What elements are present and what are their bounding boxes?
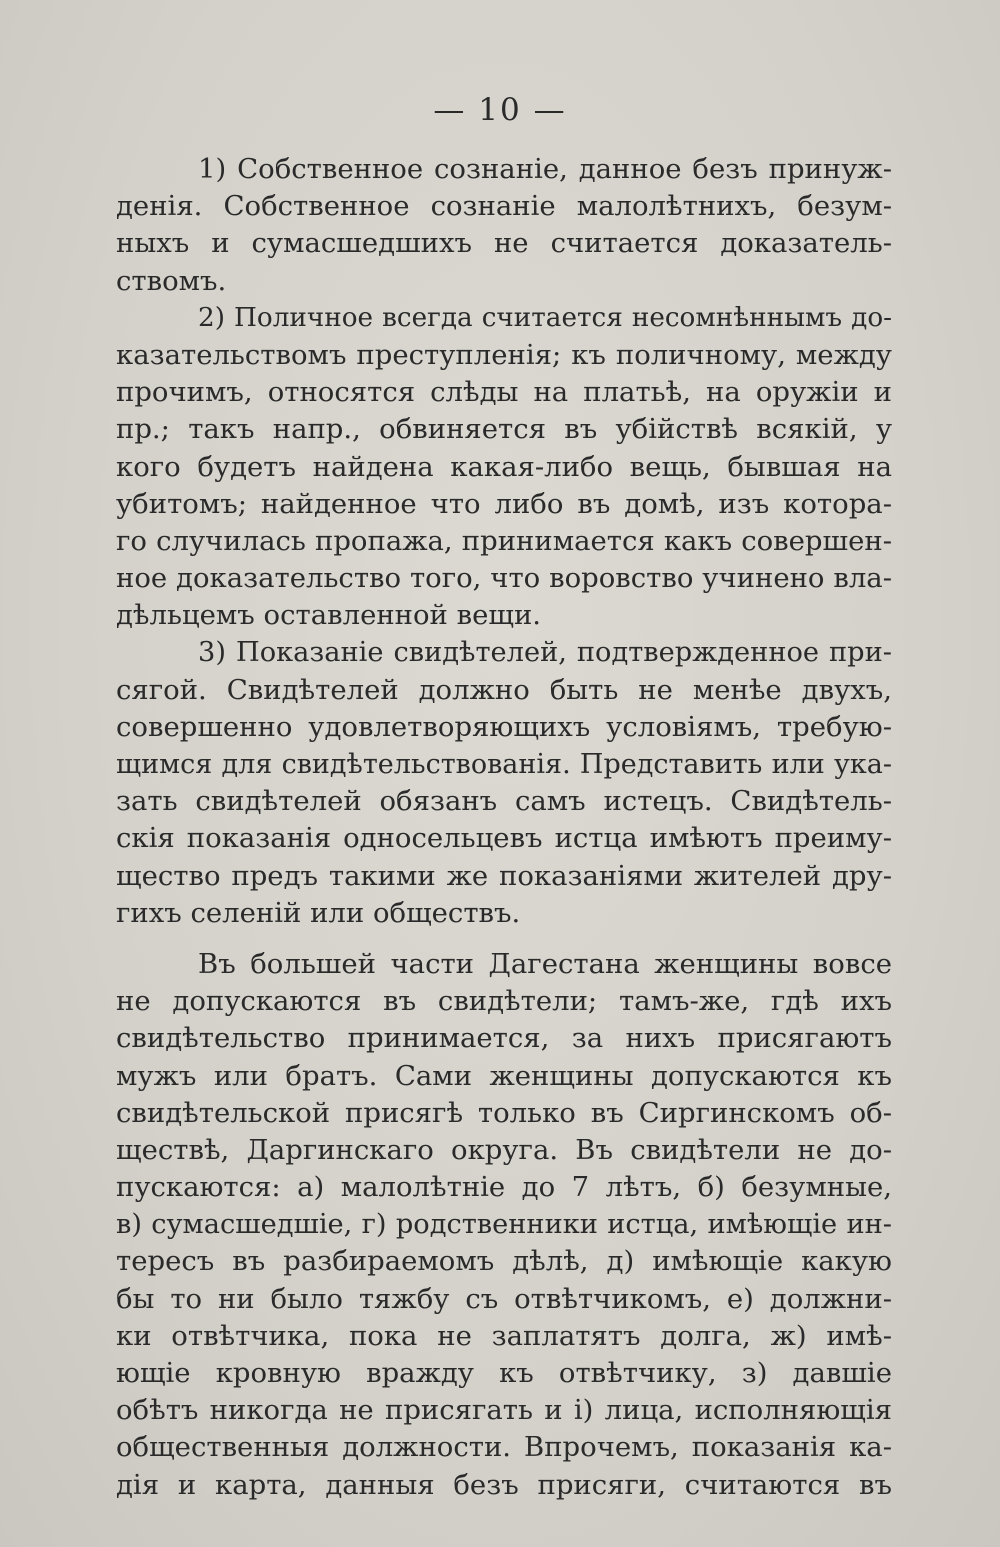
paragraph-1	[116, 151, 892, 300]
text-line: 1) Собственное сознанie, данное безъ принуж-	[198, 153, 892, 185]
text-line: ное доказательство того, что воровство учинено вла-	[116, 562, 892, 595]
text-line: убитомъ; найденное что либо въ домѣ, изъ котора-	[116, 487, 892, 520]
paragraph-2	[116, 300, 892, 635]
page-number: — 10 —	[433, 92, 567, 128]
text-line: не допускаются въ свидѣтели; тамъ-же, гдѣ ихъ	[116, 985, 892, 1018]
text-line: зать свидѣтелей обязанъ самъ истецъ. Свидѣтель-	[116, 785, 892, 818]
text-line: казательствомъ преступленiя; къ поличному, между	[116, 338, 892, 371]
text-line: 2) Поличное всегда считается несомнѣннымъ до-	[198, 302, 892, 333]
text-line: обѣтъ никогда не присягать и i) лица, исполняющiя	[116, 1394, 892, 1427]
paragraph-spacer	[116, 932, 892, 946]
text-line: общественныя должности. Впрочемъ, показанiя ка-	[116, 1431, 892, 1464]
text-line: прочимъ, относятся слѣды на платьѣ, на оружiи и	[116, 376, 892, 409]
text-line: бы то ни было тяжбу съ отвѣтчикомъ, е) должни-	[116, 1282, 892, 1315]
text-line: пускаются: а) малолѣтнiе до 7 лѣтъ, б) безумные,	[116, 1171, 892, 1204]
paragraph-4	[116, 946, 892, 1504]
text-line: свидѣтельство принимается, за нихъ присягаютъ	[116, 1022, 892, 1055]
text-line: ки отвѣтчика, пока не заплатятъ долга, ж) имѣ-	[116, 1319, 892, 1352]
paragraph-3	[116, 634, 892, 932]
text-line: скiя показанiя односельцевъ истца имѣютъ преиму-	[116, 822, 892, 855]
text-line: ществѣ, Даргинскаго округа. Въ свидѣтели не до-	[116, 1133, 892, 1166]
text-line: Въ большей части Дагестана женщины вовсе	[198, 947, 892, 980]
text-line: дѣльцемъ оставленной вещи.	[116, 599, 542, 632]
text-line: денiя. Собственное сознанie малолѣтнихъ, безум-	[116, 190, 892, 223]
text-line: щимся для свидѣтельствованiя. Представить или ука-	[116, 749, 892, 780]
text-line: мужъ или братъ. Сами женщины допускаются къ	[116, 1059, 892, 1092]
text-line: свидѣтельской присягѣ только въ Сиргинскомъ об-	[116, 1096, 892, 1129]
text-line: ющiе кровную вражду къ отвѣтчику, з) давшiе	[116, 1357, 892, 1389]
text-line: сягой. Свидѣтелей должно быть не менѣе двухъ,	[116, 673, 892, 706]
text-line: 3) Показанie свидѣтелей, подтвержденное при-	[198, 637, 892, 669]
text-line: кого будетъ найдена какая-либо вещь, бывшая на	[116, 450, 892, 483]
text-line: ныхъ и сумасшедшихъ не считается доказатель-	[116, 227, 892, 260]
text-line: в) сумасшедшiе, г) родственники истца, имѣющiе ин-	[116, 1209, 892, 1241]
text-line: совершенно удовлетворяющихъ условiямъ, требую-	[116, 710, 892, 743]
text-line: щество предъ такими же показанiями жителей дру-	[116, 859, 892, 892]
text-line: го случилась пропажа, принимается какъ совершен-	[116, 524, 892, 557]
text-line: ствомъ.	[116, 264, 227, 297]
text-line: дiя и карта, данныя безъ присяги, считаются въ	[116, 1468, 892, 1501]
body-text	[116, 151, 892, 1504]
text-line: гихъ селенiй или обществъ.	[116, 896, 521, 929]
text-line: пр.; такъ напр., обвиняется въ убiйствѣ всякiй, у	[116, 413, 892, 446]
text-line: тересъ въ разбираемомъ дѣлѣ, д) имѣющiе какую	[116, 1245, 892, 1278]
